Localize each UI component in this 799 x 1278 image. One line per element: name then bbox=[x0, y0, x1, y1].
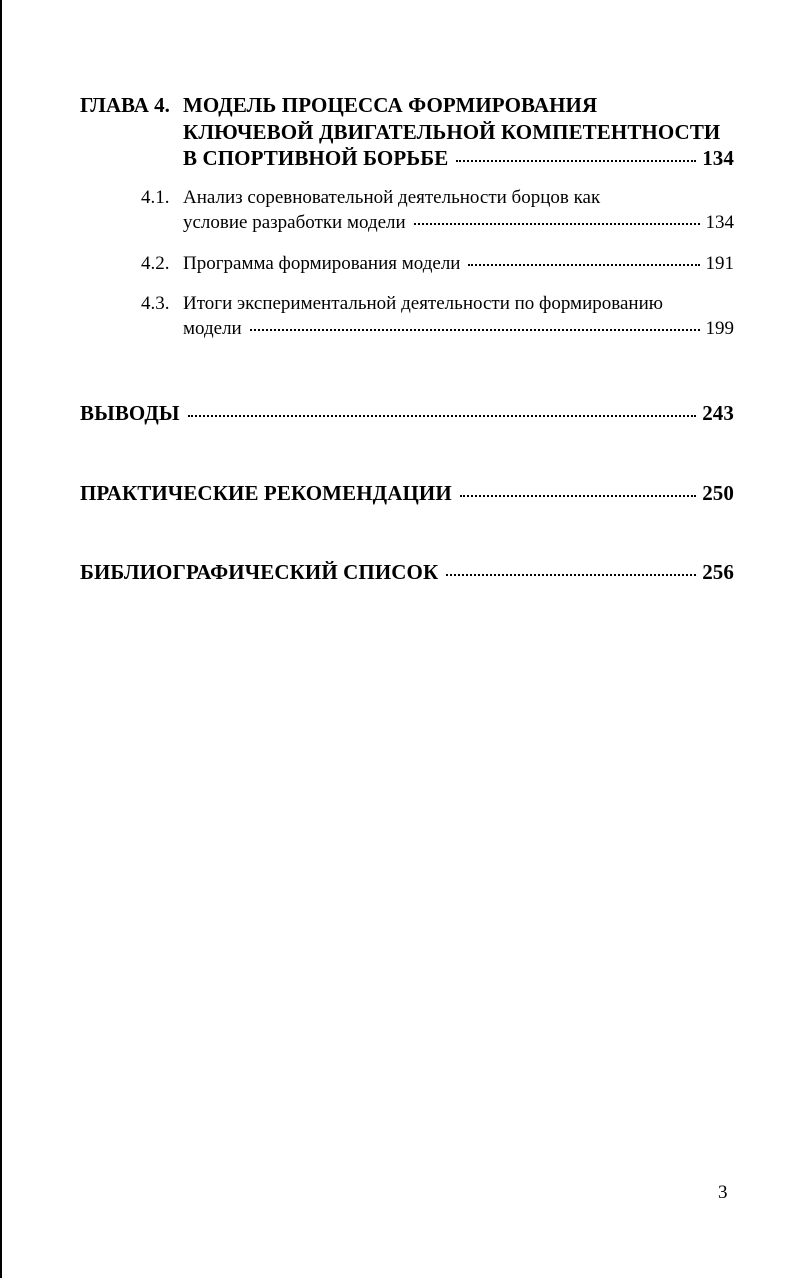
toc-entry-section-4-1[interactable] bbox=[183, 212, 734, 234]
section-number: 4.2. bbox=[141, 253, 170, 274]
chapter-title-line1 bbox=[183, 93, 597, 118]
toc-entry-conclusions[interactable] bbox=[80, 401, 734, 426]
toc-entry-recommendations[interactable] bbox=[80, 481, 734, 506]
chapter-title-line2 bbox=[183, 120, 720, 145]
leader-dots bbox=[446, 574, 696, 576]
toc-entry-chapter-4[interactable] bbox=[183, 146, 734, 171]
page-ref: 191 bbox=[705, 253, 734, 274]
chapter-label: ГЛАВА 4. bbox=[80, 93, 170, 117]
chapter-title-text: МОДЕЛЬ ПРОЦЕССА ФОРМИРОВАНИЯ bbox=[183, 93, 598, 117]
page-ref: 134 bbox=[705, 212, 734, 233]
page-edge-line bbox=[0, 0, 2, 1278]
page-ref: 134 bbox=[702, 146, 734, 170]
section-title-text: условие разработки модели bbox=[183, 212, 406, 233]
entry-title-text: ВЫВОДЫ bbox=[80, 401, 180, 425]
section-title-text: модели bbox=[183, 318, 242, 339]
leader-dots bbox=[456, 160, 696, 162]
section-4-3-line1 bbox=[141, 293, 663, 315]
page-ref: 250 bbox=[702, 481, 734, 505]
entry-title-text: ПРАКТИЧЕСКИЕ РЕКОМЕНДАЦИИ bbox=[80, 481, 452, 505]
section-4-1-line1 bbox=[141, 187, 600, 209]
page-ref: 256 bbox=[702, 560, 734, 584]
chapter-title-text: В СПОРТИВНОЙ БОРЬБЕ bbox=[183, 146, 449, 170]
page-number: 3 bbox=[718, 1182, 728, 1203]
leader-dots bbox=[250, 329, 700, 331]
toc-entry-section-4-3[interactable] bbox=[183, 318, 734, 340]
section-number: 4.3. bbox=[141, 293, 170, 314]
page-ref: 199 bbox=[705, 318, 734, 339]
leader-dots bbox=[460, 495, 696, 497]
section-title-text: Итоги экспериментальной деятельности по формированию bbox=[183, 293, 663, 314]
section-title-text: Анализ соревновательной деятельности борцов как bbox=[183, 187, 601, 208]
toc-entry-section-4-2[interactable] bbox=[141, 253, 734, 275]
entry-title-text: БИБЛИОГРАФИЧЕСКИЙ СПИСОК bbox=[80, 560, 439, 584]
leader-dots bbox=[414, 223, 700, 225]
section-number: 4.1. bbox=[141, 187, 170, 208]
toc-entry-bibliography[interactable] bbox=[80, 560, 734, 585]
page-ref: 243 bbox=[702, 401, 734, 425]
chapter-title-text: КЛЮЧЕВОЙ ДВИГАТЕЛЬНОЙ КОМПЕТЕНТНОСТИ bbox=[183, 120, 721, 144]
leader-dots bbox=[188, 415, 697, 417]
section-title-text: Программа формирования модели bbox=[183, 253, 461, 274]
leader-dots bbox=[468, 264, 699, 266]
